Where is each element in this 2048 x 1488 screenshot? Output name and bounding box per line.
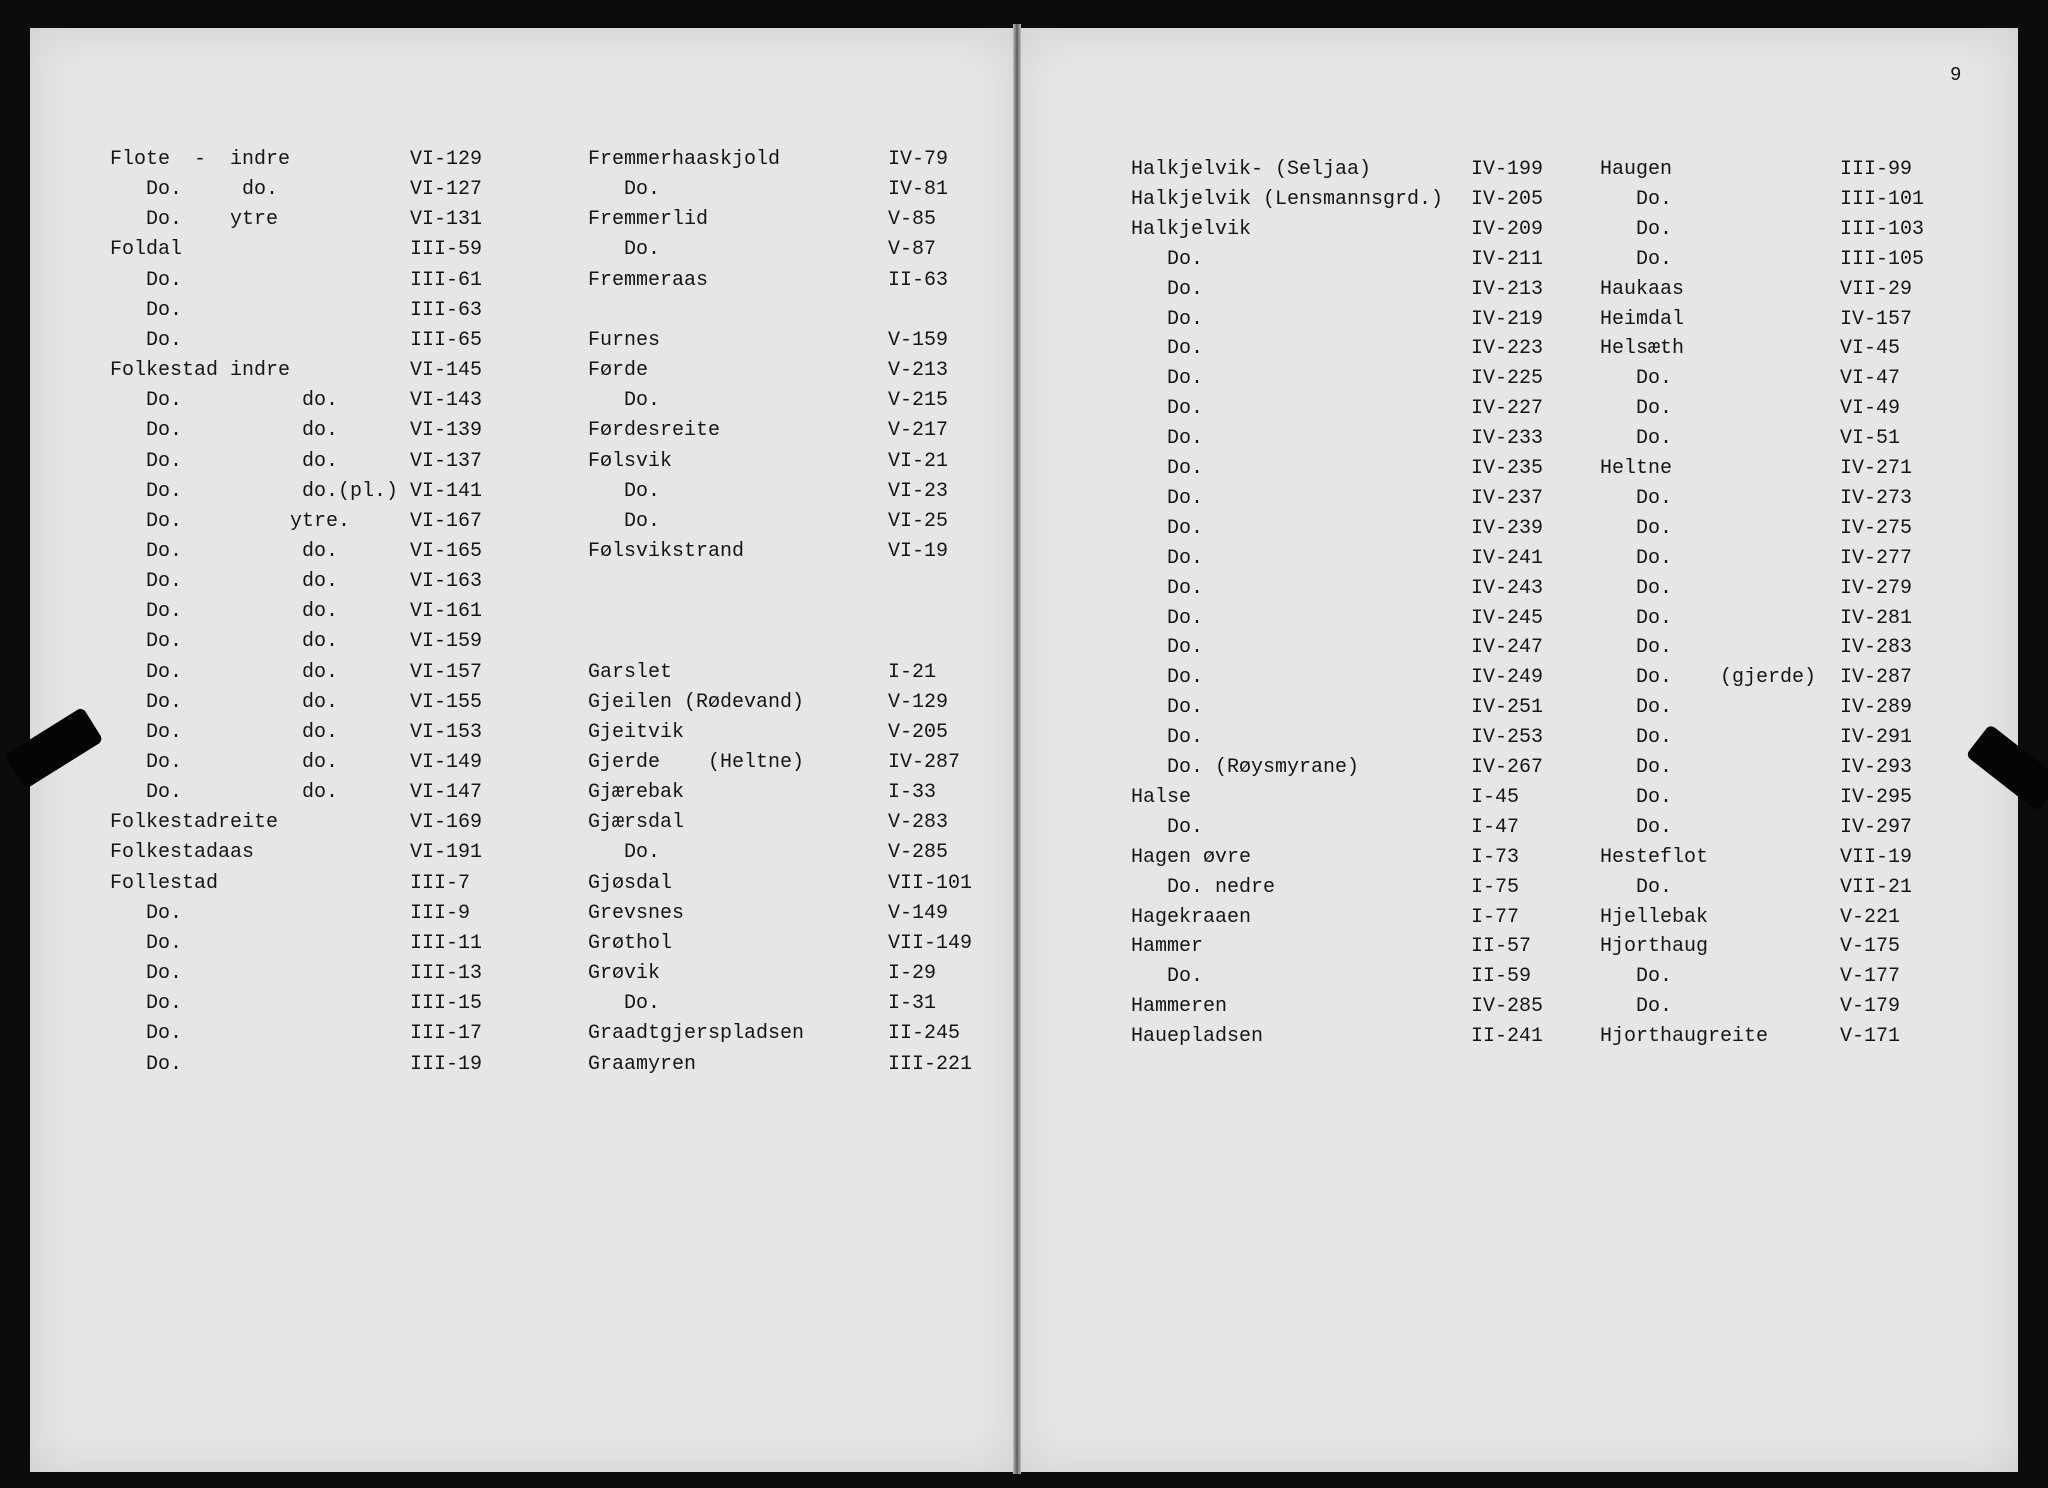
entry-reference: VII-19 xyxy=(1840,846,1913,869)
entry-reference: IV-199 xyxy=(1471,158,1544,181)
entry-name: Do. xyxy=(1131,487,1204,510)
entry-name: Hammer xyxy=(1131,935,1204,958)
entry-name: Do. xyxy=(588,238,661,261)
entry-name: Do. xyxy=(1600,816,1673,839)
entry-name: Do. xyxy=(1600,876,1673,899)
entry-name: Do. xyxy=(1131,965,1204,988)
entry-reference: IV-281 xyxy=(1840,607,1913,630)
entry-reference: IV-219 xyxy=(1471,308,1544,331)
entry-reference: III-221 xyxy=(888,1053,973,1076)
entry-name: Do. ytre xyxy=(110,208,279,231)
entry-name: Do. xyxy=(1131,816,1204,839)
entry-name: Do. xyxy=(588,178,661,201)
entry-name: Do. xyxy=(1600,487,1673,510)
entry-name: Hagekraaen xyxy=(1131,906,1252,929)
entry-reference: I-73 xyxy=(1471,846,1520,869)
entry-reference: IV-235 xyxy=(1471,457,1544,480)
entry-name: Do. xyxy=(110,1022,183,1045)
entry-reference: V-87 xyxy=(888,238,937,261)
entry-name: Do. do. xyxy=(110,570,339,593)
entry-name: Halkjelvik (Lensmannsgrd.) xyxy=(1131,188,1444,211)
entry-name: Førde xyxy=(588,359,649,382)
entry-reference: III-11 xyxy=(410,932,483,955)
entry-name: Do. do. xyxy=(110,178,279,201)
entry-reference: IV-287 xyxy=(1840,666,1913,689)
entry-name: Do. (gjerde) xyxy=(1600,666,1817,689)
entry-reference: II-57 xyxy=(1471,935,1532,958)
entry-name: Hjorthaugreite xyxy=(1600,1025,1769,1048)
entry-reference: II-59 xyxy=(1471,965,1532,988)
entry-reference: IV-209 xyxy=(1471,218,1544,241)
entry-reference: IV-279 xyxy=(1840,577,1913,600)
entry-name: Do. xyxy=(1131,696,1204,719)
entry-reference: VI-165 xyxy=(410,540,483,563)
entry-name: Haukaas xyxy=(1600,278,1685,301)
entry-reference: IV-245 xyxy=(1471,607,1544,630)
entry-reference: VI-169 xyxy=(410,811,483,834)
entry-reference: VI-139 xyxy=(410,419,483,442)
entry-name: Do. nedre xyxy=(1131,876,1276,899)
entry-name: Fremmerhaaskjold xyxy=(588,148,781,171)
entry-name: Do. xyxy=(1600,607,1673,630)
entry-name: Fremmeraas xyxy=(588,269,709,292)
entry-name: Do. do. xyxy=(110,751,339,774)
entry-reference: I-29 xyxy=(888,962,937,985)
entry-reference: IV-205 xyxy=(1471,188,1544,211)
entry-name: Do. xyxy=(1600,397,1673,420)
entry-name: Gjeitvik xyxy=(588,721,685,744)
entry-name: Do. xyxy=(588,510,661,533)
book-gutter xyxy=(1013,24,1021,1474)
entry-name: Do. xyxy=(1600,367,1673,390)
entry-name: Grøthol xyxy=(588,932,673,955)
entry-name: Do. xyxy=(588,480,661,503)
entry-reference: IV-225 xyxy=(1471,367,1544,390)
entry-reference: IV-243 xyxy=(1471,577,1544,600)
entry-reference: II-241 xyxy=(1471,1025,1544,1048)
entry-reference: VI-19 xyxy=(888,540,949,563)
entry-reference: VI-131 xyxy=(410,208,483,231)
entry-name: Heimdal xyxy=(1600,308,1685,331)
entry-name: Folkestadaas xyxy=(110,841,255,864)
entry-name: Flote - indre xyxy=(110,148,291,171)
entry-reference: V-177 xyxy=(1840,965,1901,988)
entry-reference: VI-127 xyxy=(410,178,483,201)
entry-reference: VI-23 xyxy=(888,480,949,503)
entry-reference: IV-291 xyxy=(1840,726,1913,749)
entry-reference: VI-143 xyxy=(410,389,483,412)
entry-name: Graamyren xyxy=(588,1053,697,1076)
entry-reference: VII-21 xyxy=(1840,876,1913,899)
entry-name: Do. xyxy=(1600,696,1673,719)
entry-reference: V-217 xyxy=(888,419,949,442)
entry-reference: VI-149 xyxy=(410,751,483,774)
entry-reference: IV-239 xyxy=(1471,517,1544,540)
entry-reference: I-75 xyxy=(1471,876,1520,899)
entry-reference: VI-25 xyxy=(888,510,949,533)
entry-reference: V-221 xyxy=(1840,906,1901,929)
entry-reference: VI-159 xyxy=(410,630,483,653)
entry-name: Hauepladsen xyxy=(1131,1025,1264,1048)
entry-reference: IV-241 xyxy=(1471,547,1544,570)
entry-reference: VI-49 xyxy=(1840,397,1901,420)
entry-reference: III-17 xyxy=(410,1022,483,1045)
entry-name: Do. xyxy=(1600,726,1673,749)
entry-reference: II-245 xyxy=(888,1022,961,1045)
entry-name: Do. do. xyxy=(110,540,339,563)
entry-name: Do. xyxy=(1131,248,1204,271)
entry-reference: V-85 xyxy=(888,208,937,231)
entry-reference: V-159 xyxy=(888,329,949,352)
page-number: 9 xyxy=(1950,64,1962,86)
entry-reference: IV-227 xyxy=(1471,397,1544,420)
entry-name: Do. xyxy=(1600,965,1673,988)
entry-reference: IV-223 xyxy=(1471,337,1544,360)
entry-reference: I-31 xyxy=(888,992,937,1015)
entry-name: Gjeilen (Rødevand) xyxy=(588,691,805,714)
entry-reference: IV-285 xyxy=(1471,995,1544,1018)
entry-reference: IV-157 xyxy=(1840,308,1913,331)
entry-reference: VII-149 xyxy=(888,932,973,955)
entry-reference: III-7 xyxy=(410,872,471,895)
entry-name: Do. xyxy=(1600,756,1673,779)
entry-name: Do. ytre. xyxy=(110,510,351,533)
entry-name: Do. do. xyxy=(110,389,339,412)
entry-reference: VI-141 xyxy=(410,480,483,503)
entry-reference: VI-163 xyxy=(410,570,483,593)
entry-reference: VII-101 xyxy=(888,872,973,895)
entry-name: Do. xyxy=(1131,577,1204,600)
entry-reference: IV-271 xyxy=(1840,457,1913,480)
entry-reference: VI-21 xyxy=(888,450,949,473)
entry-reference: IV-213 xyxy=(1471,278,1544,301)
entry-reference: IV-233 xyxy=(1471,427,1544,450)
entry-name: Do. xyxy=(1131,397,1204,420)
entry-reference: I-33 xyxy=(888,781,937,804)
entry-name: Do. xyxy=(1131,666,1204,689)
entry-name: Do. xyxy=(1600,636,1673,659)
entry-name: Hagen øvre xyxy=(1131,846,1252,869)
entry-name: Do. xyxy=(1131,517,1204,540)
entry-reference: IV-237 xyxy=(1471,487,1544,510)
entry-reference: III-13 xyxy=(410,962,483,985)
entry-name: Heltne xyxy=(1600,457,1673,480)
entry-reference: III-105 xyxy=(1840,248,1925,271)
entry-name: Do. xyxy=(1600,427,1673,450)
entry-reference: IV-287 xyxy=(888,751,961,774)
entry-name: Grevsnes xyxy=(588,902,685,925)
entry-reference: VI-129 xyxy=(410,148,483,171)
entry-name: Furnes xyxy=(588,329,661,352)
entry-reference: IV-251 xyxy=(1471,696,1544,719)
entry-reference: II-63 xyxy=(888,269,949,292)
entry-name: Do. xyxy=(1131,278,1204,301)
entry-reference: III-63 xyxy=(410,299,483,322)
entry-reference: IV-211 xyxy=(1471,248,1544,271)
entry-name: Halse xyxy=(1131,786,1192,809)
entry-name: Do. xyxy=(110,329,183,352)
entry-reference: VI-167 xyxy=(410,510,483,533)
entry-reference: V-149 xyxy=(888,902,949,925)
entry-name: Do. xyxy=(1600,517,1673,540)
entry-name: Do. xyxy=(1131,547,1204,570)
entry-name: Do. do. xyxy=(110,781,339,804)
entry-reference: VI-137 xyxy=(410,450,483,473)
entry-name: Do. xyxy=(1131,337,1204,360)
entry-name: Do. do. xyxy=(110,600,339,623)
entry-reference: VI-147 xyxy=(410,781,483,804)
entry-name: Do. do.(pl.) xyxy=(110,480,399,503)
entry-name: Gjærsdal xyxy=(588,811,685,834)
entry-reference: VI-47 xyxy=(1840,367,1901,390)
entry-name: Do. (Røysmyrane) xyxy=(1131,756,1360,779)
entry-reference: V-283 xyxy=(888,811,949,834)
entry-name: Halkjelvik- (Seljaa) xyxy=(1131,158,1372,181)
entry-name: Do. xyxy=(1131,726,1204,749)
entry-name: Gjøsdal xyxy=(588,872,673,895)
entry-name: Gjerde (Heltne) xyxy=(588,751,805,774)
entry-reference: IV-253 xyxy=(1471,726,1544,749)
entry-reference: III-61 xyxy=(410,269,483,292)
entry-name: Do. xyxy=(1131,607,1204,630)
entry-name: Do. do. xyxy=(110,419,339,442)
entry-name: Do. xyxy=(588,841,661,864)
entry-name: Do. do. xyxy=(110,450,339,473)
entry-name: Folkestad indre xyxy=(110,359,291,382)
entry-name: Do. xyxy=(1600,786,1673,809)
entry-name: Do. xyxy=(1600,577,1673,600)
entry-reference: III-15 xyxy=(410,992,483,1015)
entry-name: Gjærebak xyxy=(588,781,685,804)
entry-reference: V-285 xyxy=(888,841,949,864)
entry-name: Hjellebak xyxy=(1600,906,1709,929)
entry-name: Følsvikstrand xyxy=(588,540,745,563)
entry-reference: V-215 xyxy=(888,389,949,412)
entry-reference: IV-277 xyxy=(1840,547,1913,570)
entry-name: Do. xyxy=(588,992,661,1015)
entry-reference: III-65 xyxy=(410,329,483,352)
entry-reference: IV-283 xyxy=(1840,636,1913,659)
entry-name: Do. xyxy=(110,269,183,292)
entry-name: Do. xyxy=(110,962,183,985)
entry-reference: VII-29 xyxy=(1840,278,1913,301)
entry-name: Graadtgjerspladsen xyxy=(588,1022,805,1045)
entry-reference: III-59 xyxy=(410,238,483,261)
entry-reference: VI-191 xyxy=(410,841,483,864)
entry-reference: IV-289 xyxy=(1840,696,1913,719)
entry-name: Do. do. xyxy=(110,691,339,714)
entry-reference: IV-81 xyxy=(888,178,949,201)
entry-reference: V-213 xyxy=(888,359,949,382)
entry-name: Fremmerlid xyxy=(588,208,709,231)
entry-reference: VI-45 xyxy=(1840,337,1901,360)
entry-name: Do. xyxy=(1131,308,1204,331)
entry-name: Grøvik xyxy=(588,962,661,985)
entry-name: Do. xyxy=(110,902,183,925)
entry-name: Foldal xyxy=(110,238,183,261)
entry-name: Hesteflot xyxy=(1600,846,1709,869)
entry-reference: VI-153 xyxy=(410,721,483,744)
entry-reference: V-175 xyxy=(1840,935,1901,958)
entry-name: Do. xyxy=(1600,547,1673,570)
entry-name: Do. do. xyxy=(110,630,339,653)
entry-reference: I-21 xyxy=(888,661,937,684)
entry-name: Follestad xyxy=(110,872,219,895)
entry-reference: I-47 xyxy=(1471,816,1520,839)
entry-name: Do. do. xyxy=(110,721,339,744)
entry-reference: VI-161 xyxy=(410,600,483,623)
entry-reference: I-77 xyxy=(1471,906,1520,929)
entry-reference: IV-79 xyxy=(888,148,949,171)
entry-name: Hjorthaug xyxy=(1600,935,1709,958)
entry-reference: III-19 xyxy=(410,1053,483,1076)
entry-name: Do. xyxy=(110,1053,183,1076)
entry-reference: V-171 xyxy=(1840,1025,1901,1048)
entry-name: Garslet xyxy=(588,661,673,684)
entry-name: Folkestadreite xyxy=(110,811,279,834)
entry-name: Do. xyxy=(588,389,661,412)
entry-name: Helsæth xyxy=(1600,337,1685,360)
entry-reference: III-99 xyxy=(1840,158,1913,181)
entry-reference: I-45 xyxy=(1471,786,1520,809)
entry-name: Do. xyxy=(1131,636,1204,659)
entry-reference: IV-297 xyxy=(1840,816,1913,839)
entry-reference: IV-267 xyxy=(1471,756,1544,779)
entry-name: Do. xyxy=(110,992,183,1015)
entry-reference: V-205 xyxy=(888,721,949,744)
entry-name: Do. xyxy=(1600,248,1673,271)
entry-reference: IV-273 xyxy=(1840,487,1913,510)
entry-reference: III-101 xyxy=(1840,188,1925,211)
entry-name: Førdesreite xyxy=(588,419,721,442)
entry-name: Do. xyxy=(1600,995,1673,1018)
entry-name: Do. xyxy=(1131,367,1204,390)
entry-reference: VI-145 xyxy=(410,359,483,382)
entry-name: Do. xyxy=(1131,427,1204,450)
entry-reference: IV-247 xyxy=(1471,636,1544,659)
entry-reference: VI-51 xyxy=(1840,427,1901,450)
entry-name: Halkjelvik xyxy=(1131,218,1252,241)
entry-reference: V-129 xyxy=(888,691,949,714)
entry-name: Do. xyxy=(1600,188,1673,211)
entry-name: Do. xyxy=(1131,457,1204,480)
entry-reference: IV-275 xyxy=(1840,517,1913,540)
entry-reference: V-179 xyxy=(1840,995,1901,1018)
entry-name: Do. do. xyxy=(110,661,339,684)
entry-name: Hammeren xyxy=(1131,995,1228,1018)
entry-reference: IV-249 xyxy=(1471,666,1544,689)
entry-name: Do. xyxy=(1600,218,1673,241)
entry-reference: III-9 xyxy=(410,902,471,925)
entry-name: Følsvik xyxy=(588,450,673,473)
entry-reference: IV-295 xyxy=(1840,786,1913,809)
entry-reference: III-103 xyxy=(1840,218,1925,241)
entry-reference: VI-157 xyxy=(410,661,483,684)
entry-name: Do. xyxy=(110,932,183,955)
entry-name: Haugen xyxy=(1600,158,1673,181)
entry-reference: IV-293 xyxy=(1840,756,1913,779)
entry-name: Do. xyxy=(110,299,183,322)
entry-reference: VI-155 xyxy=(410,691,483,714)
